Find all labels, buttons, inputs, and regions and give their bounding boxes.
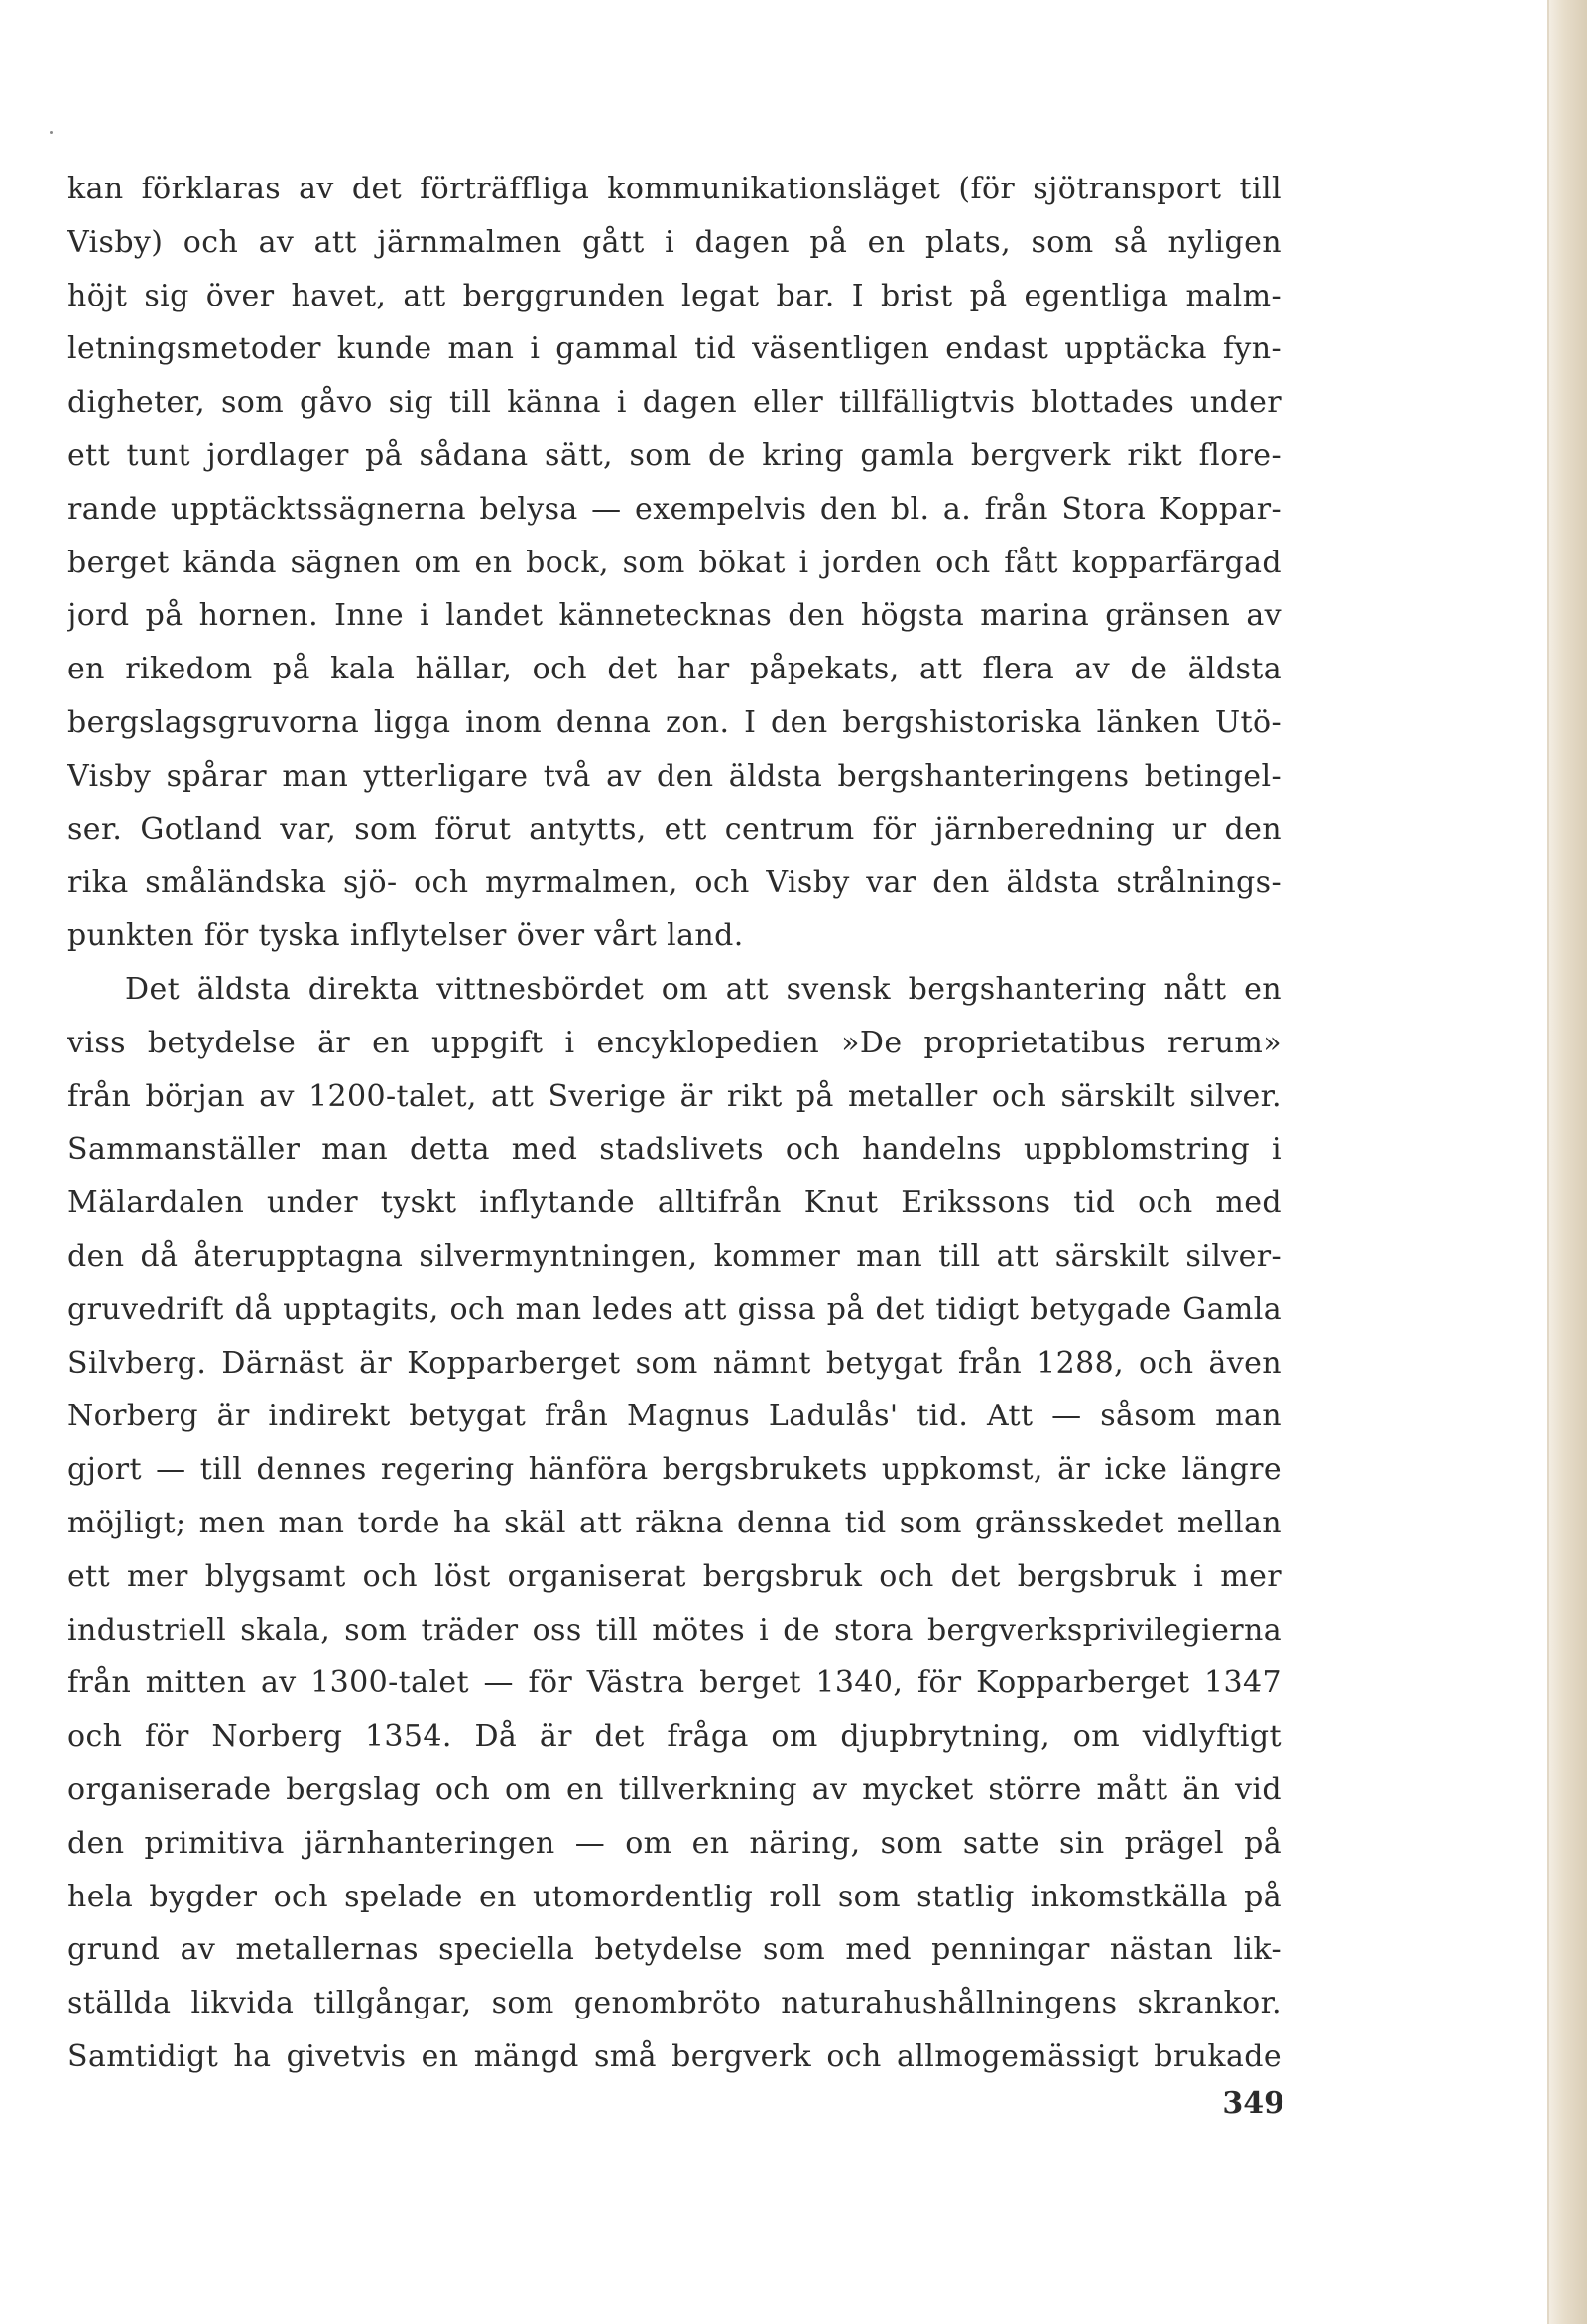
text-line: berget kända sägnen om en bock, som bökat i jorden och fått kopparfärgad <box>67 545 1282 580</box>
text-line: jord på hornen. Inne i landet kännetecknas den högsta marina gränsen av <box>67 598 1282 634</box>
text-line: letningsmetoder kunde man i gammal tid väsentligen endast upptäcka fyn- <box>67 331 1282 367</box>
text-line: Silvberg. Därnäst är Kopparberget som nämnt betygat från 1288, och även <box>67 1345 1282 1381</box>
text-line: höjt sig över havet, att berggrunden legat bar. I brist på egentliga malm- <box>67 278 1282 313</box>
text-line: gruvedrift då upptagits, och man ledes att gissa på det tidigt betygade Gamla <box>67 1291 1282 1327</box>
text-line: viss betydelse är en uppgift i encyklopedien »De proprietatibus rerum» <box>67 1025 1282 1060</box>
page-edge-shadow <box>1549 0 1587 2324</box>
body-text <box>67 163 1282 2084</box>
text-line: grund av metallernas speciella betydelse som med penningar nästan lik- <box>67 1932 1282 1968</box>
text-line: från början av 1200-talet, att Sverige är rikt på metaller och särskilt silver. <box>67 1078 1282 1114</box>
text-line: rika småländska sjö- och myrmalmen, och Visby var den äldsta strålnings- <box>67 865 1282 901</box>
text-line: Sammanställer man detta med stadslivets och handelns uppblomstring i <box>67 1132 1282 1167</box>
text-line: Mälardalen under tyskt inflytande alltifrån Knut Erikssons tid och med <box>67 1185 1282 1221</box>
text-line: digheter, som gåvo sig till känna i dagen eller tillfälligtvis blottades under <box>67 385 1282 421</box>
text-line: möjligt; men man torde ha skäl att räkna denna tid som gränsskedet mellan <box>67 1505 1282 1540</box>
text-line: den då återupptagna silvermyntningen, kommer man till att särskilt silver- <box>67 1238 1282 1274</box>
text-line: den primitiva järnhanteringen — om en näring, som satte sin prägel på <box>67 1825 1282 1861</box>
text-line: punkten för tyska inflytelser över vårt land. <box>67 918 744 954</box>
page-number: 349 <box>1222 2086 1284 2121</box>
text-line: Visby spårar man ytterligare två av den äldsta bergshanteringens betingel- <box>67 758 1282 794</box>
text-line: Det äldsta direkta vittnesbördet om att svensk bergshantering nått en <box>125 971 1282 1007</box>
text-line: bergslagsgruvorna ligga inom denna zon. I den bergshistoriska länken Utö- <box>67 704 1282 740</box>
text-line: industriell skala, som träder oss till mötes i de stora bergverksprivilegierna <box>67 1612 1282 1648</box>
text-line: rande upptäcktssägnerna belysa — exempelvis den bl. a. från Stora Koppar- <box>67 491 1282 527</box>
speck-mark <box>50 131 53 134</box>
text-line: ett tunt jordlager på sådana sätt, som de kring gamla bergverk rikt flore- <box>67 437 1282 473</box>
text-line: ett mer blygsamt och löst organiserat bergsbruk och det bergsbruk i mer <box>67 1558 1282 1594</box>
text-line: en rikedom på kala hällar, och det har påpekats, att flera av de äldsta <box>67 652 1282 687</box>
text-line: ser. Gotland var, som förut antytts, ett centrum för järnberedning ur den <box>67 811 1282 847</box>
text-line: från mitten av 1300-talet — för Västra berget 1340, för Kopparberget 1347 <box>67 1665 1282 1701</box>
text-line: gjort — till dennes regering hänföra bergsbrukets uppkomst, är icke längre <box>67 1452 1282 1488</box>
text-line: ställda likvida tillgångar, som genombröto naturahushållningens skrankor. <box>67 1986 1282 2021</box>
text-line: Visby) och av att järnmalmen gått i dagen på en plats, som så nyligen <box>67 224 1282 260</box>
text-line: Norberg är indirekt betygat från Magnus Ladulås' tid. Att — såsom man <box>67 1399 1282 1434</box>
text-line: och för Norberg 1354. Då är det fråga om djupbrytning, om vidlyftigt <box>67 1719 1282 1755</box>
text-line: kan förklaras av det förträffliga kommunikationsläget (för sjötransport till <box>67 172 1282 206</box>
text-line: hela bygder och spelade en utomordentlig roll som statlig inkomstkälla på <box>67 1879 1282 1914</box>
text-line: Samtidigt ha givetvis en mängd små bergverk och allmogemässigt brukade <box>67 2038 1282 2074</box>
text-line: organiserade bergslag och om en tillverkning av mycket större mått än vid <box>67 1772 1282 1807</box>
